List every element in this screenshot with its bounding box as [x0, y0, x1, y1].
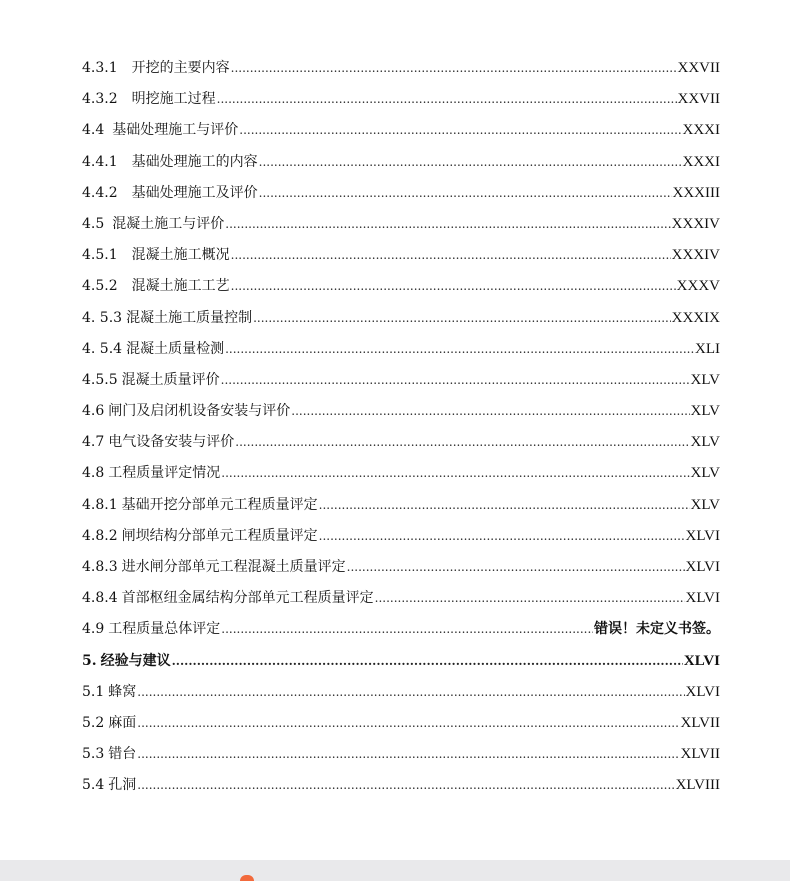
- toc-leader-dots: [231, 55, 677, 81]
- toc-entry-number: 4. 5.3: [82, 309, 123, 326]
- toc-entry-4-8-4[interactable]: [82, 585, 720, 616]
- toc-entry-4-8[interactable]: [82, 460, 720, 491]
- toc-leader-dots: [239, 117, 681, 143]
- toc-entry-4-5-5[interactable]: [82, 367, 720, 398]
- toc-leader-dots: [221, 616, 593, 642]
- toc-entry-number: 4.6: [82, 403, 105, 420]
- toc-leader-dots: [172, 648, 683, 674]
- toc-entry-5[interactable]: [82, 648, 720, 679]
- toc-leader-dots: [231, 242, 671, 268]
- toc-entry-page: XLVI: [685, 590, 720, 607]
- toc-leader-dots: [235, 429, 689, 455]
- toc-leader-dots: [259, 180, 672, 206]
- toc-entry-page: XLVII: [680, 714, 720, 731]
- toc-entry-4-3-2[interactable]: [82, 86, 720, 117]
- toc-entry-title: 基础处理施工的内容: [131, 153, 258, 170]
- toc-entry-4-5-1[interactable]: [82, 242, 720, 273]
- toc-entry-4-5-2[interactable]: [82, 273, 720, 304]
- toc-leader-dots: [137, 741, 679, 767]
- toc-entry-number: 4.3.1: [82, 60, 118, 76]
- toc-entry-title: 电气设备安装与评价: [108, 434, 235, 451]
- toc-leader-dots: [253, 305, 671, 331]
- toc-entry-4-5-4[interactable]: [82, 336, 720, 367]
- toc-entry-page: XXXIV: [671, 215, 720, 232]
- toc-entry-number: 4.4: [82, 122, 105, 139]
- toc-entry-4-3-1[interactable]: [82, 55, 720, 86]
- toc-entry-number: 4.4.1: [82, 153, 118, 170]
- toc-entry-4-7[interactable]: [82, 429, 720, 460]
- toc-entry-4-5[interactable]: [82, 211, 720, 242]
- toc-entry-page: XXXIII: [672, 184, 720, 201]
- toc-entry-title: 开挖的主要内容: [131, 60, 230, 76]
- toc-entry-page: XLV: [690, 403, 720, 420]
- toc-entry-title: 混凝土施工质量控制: [126, 309, 253, 326]
- toc-entry-title: 混凝土施工工艺: [131, 278, 230, 295]
- toc-entry-4-8-2[interactable]: [82, 523, 720, 554]
- toc-entry-number: 4.5.2: [82, 278, 118, 295]
- toc-entry-title: 混凝土质量评价: [121, 371, 220, 388]
- toc-entry-title: 工程质量评定情况: [108, 465, 221, 482]
- toc-entry-number: 4.5.1: [82, 247, 118, 264]
- toc-entry-page: XLV: [690, 371, 720, 388]
- toc-entry-title: 混凝土施工概况: [131, 247, 230, 264]
- toc-entry-page: XLVI: [685, 683, 720, 700]
- toc-entry-title: 进水闸分部单元工程混凝土质量评定: [121, 559, 346, 575]
- toc-entry-5-1[interactable]: [82, 679, 720, 710]
- toc-entry-number: 5.3: [82, 746, 105, 763]
- toc-entry-number: 4.8: [82, 465, 105, 482]
- toc-entry-title: 首部枢纽金属结构分部单元工程质量评定: [121, 590, 374, 607]
- toc-entry-number: 5.4: [82, 777, 105, 794]
- toc-entry-page: XLVI: [683, 652, 720, 669]
- toc-entry-number: 4.4.2: [82, 184, 118, 201]
- toc-entry-number: 5.2: [82, 714, 105, 731]
- toc-entry-page: XXXIV: [671, 247, 720, 264]
- toc-entry-title: 明挖施工过程: [131, 91, 216, 108]
- toc-entry-page: XLV: [690, 434, 720, 451]
- toc-entry-4-4-1[interactable]: [82, 149, 720, 180]
- toc-entry-number: 5.1: [82, 683, 105, 700]
- toc-leader-dots: [291, 398, 689, 424]
- toc-entry-page: XXVII: [677, 60, 720, 76]
- toc-entry-number: 4.8.4: [82, 590, 118, 607]
- toc-leader-dots: [225, 211, 670, 237]
- toc-entry-number: 5.: [82, 652, 97, 669]
- toc-leader-dots: [225, 336, 694, 362]
- toc-entry-4-4-2[interactable]: [82, 180, 720, 211]
- toc-leader-dots: [347, 554, 685, 580]
- toc-entry-5-4[interactable]: [82, 772, 720, 803]
- toc-entry-title: 闸门及启闭机设备安装与评价: [108, 403, 291, 420]
- toc-entry-title: 麻面: [108, 714, 137, 731]
- toc-entry-page: XXXV: [676, 278, 720, 295]
- toc-entry-page: XLV: [690, 496, 720, 513]
- toc-leader-dots: [231, 273, 676, 299]
- toc-entry-5-3[interactable]: [82, 741, 720, 772]
- toc-entry-number: 4.5.5: [82, 371, 118, 388]
- toc-entry-5-2[interactable]: [82, 710, 720, 741]
- toc-error-message: 错误！未定义书签。: [594, 621, 720, 638]
- toc-entry-page: XXXI: [682, 153, 720, 170]
- toc-leader-dots: [137, 772, 674, 798]
- toc-entry-page: XXXIX: [671, 309, 720, 326]
- toc-leader-dots: [137, 710, 679, 736]
- toc-entry-number: 4.8.2: [82, 527, 118, 544]
- toc-leader-dots: [259, 149, 682, 175]
- toc-entry-title: 工程质量总体评定: [108, 621, 221, 638]
- table-of-contents: [82, 55, 720, 804]
- toc-entry-page: XLVIII: [675, 777, 720, 794]
- toc-entry-page: XXVII: [677, 91, 720, 108]
- toc-entry-title: 基础处理施工及评价: [131, 184, 258, 201]
- toc-entry-title: 混凝土施工与评价: [112, 215, 225, 232]
- toc-entry-title: 混凝土质量检测: [126, 340, 225, 357]
- toc-entry-4-8-3[interactable]: [82, 554, 720, 585]
- toc-entry-title: 孔洞: [108, 777, 137, 794]
- toc-entry-title: 闸坝结构分部单元工程质量评定: [121, 527, 318, 544]
- toc-leader-dots: [221, 367, 690, 393]
- toc-leader-dots: [319, 492, 690, 518]
- toc-entry-page: XLVI: [685, 559, 720, 575]
- toc-entry-title: 基础处理施工与评价: [112, 122, 239, 139]
- toc-leader-dots: [221, 460, 689, 486]
- toc-entry-page: XLVI: [685, 527, 720, 544]
- toc-entry-4-6[interactable]: [82, 398, 720, 429]
- toc-leader-dots: [137, 679, 684, 705]
- toc-entry-number: 4.8.3: [82, 559, 118, 575]
- toc-leader-dots: [375, 585, 685, 611]
- toc-leader-dots: [319, 523, 685, 549]
- toc-entry-page: XLVII: [680, 746, 720, 763]
- toc-entry-4-5-3[interactable]: [82, 305, 720, 336]
- toc-entry-page: XLI: [695, 340, 720, 357]
- toc-entry-4-4[interactable]: [82, 117, 720, 148]
- toc-entry-title: 错台: [108, 746, 137, 763]
- toc-entry-number: 4.9: [82, 621, 105, 638]
- bottom-accent-icon: [240, 875, 254, 881]
- toc-entry-number: 4.8.1: [82, 496, 118, 513]
- toc-entry-title: 基础开挖分部单元工程质量评定: [121, 496, 318, 513]
- toc-entry-title: 经验与建议: [100, 652, 171, 669]
- toc-entry-4-8-1[interactable]: [82, 492, 720, 523]
- toc-leader-dots: [217, 86, 677, 112]
- toc-entry-title: 蜂窝: [108, 683, 137, 700]
- toc-entry-page: XXXI: [682, 122, 720, 139]
- toc-entry-4-9[interactable]: [82, 616, 720, 647]
- toc-entry-number: 4.7: [82, 434, 105, 451]
- toc-entry-number: 4.3.2: [82, 91, 118, 108]
- toc-entry-page: XLV: [690, 465, 720, 482]
- toc-entry-number: 4.5: [82, 215, 105, 232]
- bottom-toolbar-strip: [0, 860, 790, 881]
- toc-entry-number: 4. 5.4: [82, 340, 123, 357]
